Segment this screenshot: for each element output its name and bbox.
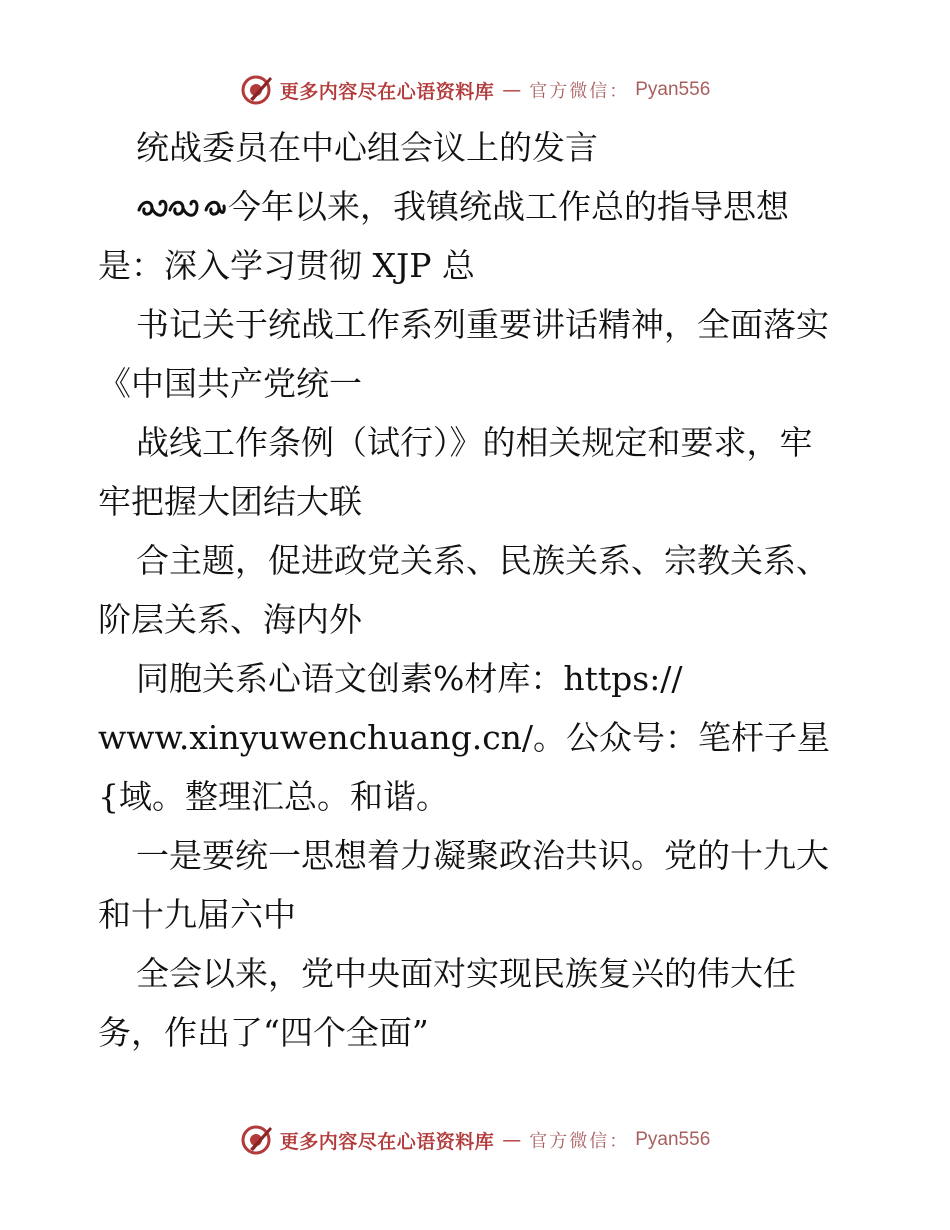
paragraph-line: 书记关于统战工作系列重要讲话精神，全面落实 xyxy=(136,305,829,344)
paragraph-line: 《中国共产党统一 xyxy=(98,364,362,403)
paragraph-line: 是：深入学习贯彻 XJP 总 xyxy=(98,246,475,285)
footer-site-text: 更多内容尽在心语资料库 xyxy=(279,1130,495,1153)
paragraph-line: {域。整理汇总。和谐。 xyxy=(98,777,449,816)
paragraph-line: 阶层关系、海内外 xyxy=(98,600,362,639)
paragraph-line: 全会以来，党中央面对实现民族复兴的伟大任 xyxy=(136,954,796,993)
header-banner xyxy=(0,70,950,110)
footer-dash: — xyxy=(502,1129,522,1151)
paragraph-line: www.xinyuwenchuang.cn/。公众号：笔杆子星 xyxy=(98,718,831,757)
paragraph-line: 合主题，促进政党关系、民族关系、宗教关系、 xyxy=(136,541,829,580)
header-site-text: 更多内容尽在心语资料库 xyxy=(279,80,495,103)
document-title: 统战委员在中心组会议上的发言 xyxy=(136,128,598,167)
circle-pen-logo-icon xyxy=(240,1123,274,1157)
swirl-ornament-icon xyxy=(136,194,226,224)
paragraph-text: 今年以来，我镇统战工作总的指导思想 xyxy=(228,187,789,226)
footer-banner xyxy=(0,1120,950,1160)
footer-wechat-label: 官方微信： xyxy=(529,1131,630,1152)
header-dash: — xyxy=(502,79,522,101)
footer-wechat-id: Pyan556 xyxy=(635,1129,711,1150)
header-wechat-id: Pyan556 xyxy=(635,79,711,100)
paragraph-line: 和十九届六中 xyxy=(98,895,296,934)
circle-pen-logo-icon xyxy=(240,73,274,107)
paragraph-line xyxy=(98,177,858,236)
document-body xyxy=(98,118,858,1062)
paragraph-line: 同胞关系心语文创素%材库：https:// xyxy=(136,659,683,698)
header-wechat-label: 官方微信： xyxy=(529,81,630,102)
paragraph-line: 牢把握大团结大联 xyxy=(98,482,362,521)
paragraph-line: 务，作出了“四个全面” xyxy=(98,1013,429,1052)
paragraph-line: 一是要统一思想着力凝聚政治共识。党的十九大 xyxy=(136,836,829,875)
paragraph-line: 战线工作条例（试行）》的相关规定和要求，牢 xyxy=(136,423,813,462)
